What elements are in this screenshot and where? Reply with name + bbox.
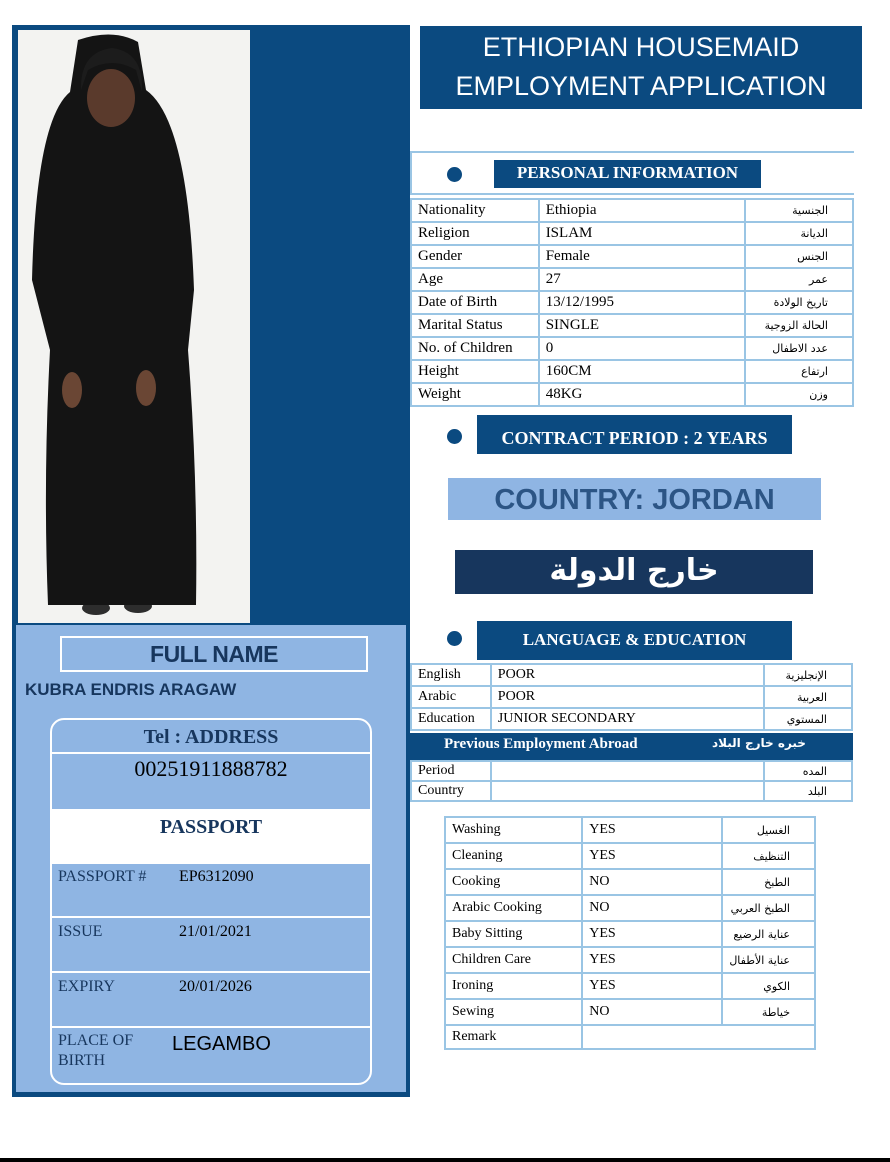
personal-info-row bbox=[411, 268, 853, 291]
divider bbox=[52, 752, 370, 754]
personal-info-row bbox=[411, 360, 853, 383]
divider bbox=[52, 971, 370, 973]
skill-value: YES bbox=[582, 921, 722, 947]
field-value bbox=[491, 781, 764, 801]
passport-number-value: EP6312090 bbox=[179, 868, 254, 885]
skill-arabic-label: الطبخ bbox=[722, 869, 815, 895]
field-label: Religion bbox=[411, 222, 539, 245]
personal-info-row bbox=[411, 383, 853, 406]
skill-label: Cleaning bbox=[445, 843, 582, 869]
remark-value bbox=[582, 1025, 815, 1049]
remark-label: Remark bbox=[445, 1025, 582, 1049]
skill-row bbox=[445, 947, 815, 973]
personal-info-row bbox=[411, 291, 853, 314]
field-value: ISLAM bbox=[539, 222, 745, 245]
field-value: 48KG bbox=[539, 383, 745, 406]
skill-label: Washing bbox=[445, 817, 582, 843]
field-arabic-label: الجنسية bbox=[745, 199, 853, 222]
divider bbox=[52, 1026, 370, 1028]
field-arabic-label: المستوي bbox=[764, 708, 852, 730]
field-value: POOR bbox=[491, 664, 764, 686]
personal-info-row bbox=[411, 337, 853, 360]
field-value: Female bbox=[539, 245, 745, 268]
place-of-birth-value: LEGAMBO bbox=[172, 1033, 271, 1055]
skill-label: Children Care bbox=[445, 947, 582, 973]
skill-arabic-label: الطبخ العربي bbox=[722, 895, 815, 921]
previous-employment-label: Previous Employment Abroad bbox=[444, 736, 638, 752]
candidate-photo bbox=[18, 30, 250, 623]
skill-row bbox=[445, 921, 815, 947]
field-arabic-label: تاريخ الولادة bbox=[745, 291, 853, 314]
field-value: SINGLE bbox=[539, 314, 745, 337]
personal-info-row bbox=[411, 314, 853, 337]
skill-label: Sewing bbox=[445, 999, 582, 1025]
field-value: 27 bbox=[539, 268, 745, 291]
skill-arabic-label: خياطة bbox=[722, 999, 815, 1025]
language-row bbox=[411, 708, 852, 730]
field-label: Country bbox=[411, 781, 491, 801]
previous-employment-table bbox=[410, 760, 853, 802]
section-rule bbox=[410, 151, 854, 153]
language-row bbox=[411, 686, 852, 708]
field-arabic-label: ارتفاع bbox=[745, 360, 853, 383]
personal-info-row bbox=[411, 222, 853, 245]
personal-info-table bbox=[410, 198, 854, 407]
title-line-2: EMPLOYMENT APPLICATION bbox=[455, 71, 827, 101]
field-label: Gender bbox=[411, 245, 539, 268]
personal-info-row bbox=[411, 199, 853, 222]
field-value: POOR bbox=[491, 686, 764, 708]
field-value: 0 bbox=[539, 337, 745, 360]
bullet-icon bbox=[447, 631, 462, 646]
previous-employment-heading bbox=[410, 733, 853, 760]
skill-value: YES bbox=[582, 973, 722, 999]
place-of-birth-label: PLACE OF BIRTH bbox=[58, 1032, 134, 1069]
field-label: Weight bbox=[411, 383, 539, 406]
form-title bbox=[420, 26, 862, 109]
skill-label: Baby Sitting bbox=[445, 921, 582, 947]
section-rule bbox=[410, 193, 854, 195]
skill-row bbox=[445, 999, 815, 1025]
field-arabic-label: الجنس bbox=[745, 245, 853, 268]
skill-row bbox=[445, 973, 815, 999]
language-table bbox=[410, 663, 853, 731]
field-label: Date of Birth bbox=[411, 291, 539, 314]
field-label: Age bbox=[411, 268, 539, 291]
skill-arabic-label: عناية الرضيع bbox=[722, 921, 815, 947]
language-row bbox=[411, 664, 852, 686]
contact-card bbox=[50, 718, 372, 1085]
bullet-icon bbox=[447, 429, 462, 444]
field-label: Education bbox=[411, 708, 491, 730]
title-line-1: ETHIOPIAN HOUSEMAID bbox=[482, 32, 800, 62]
country-arabic-label: خارج الدولة bbox=[455, 550, 813, 594]
skill-value: YES bbox=[582, 843, 722, 869]
field-arabic-label: وزن bbox=[745, 383, 853, 406]
field-value: 13/12/1995 bbox=[539, 291, 745, 314]
skill-row bbox=[445, 817, 815, 843]
field-value: JUNIOR SECONDARY bbox=[491, 708, 764, 730]
field-label: Period bbox=[411, 761, 491, 781]
skill-arabic-label: عناية الأطفال bbox=[722, 947, 815, 973]
issue-value: 21/01/2021 bbox=[179, 923, 252, 940]
skill-value: NO bbox=[582, 869, 722, 895]
field-arabic-label: الإنجليزية bbox=[764, 664, 852, 686]
passport-number-label: PASSPORT # bbox=[58, 868, 147, 885]
page-bottom-rule bbox=[0, 1158, 890, 1162]
field-label: Marital Status bbox=[411, 314, 539, 337]
section-rule bbox=[410, 151, 412, 195]
field-label: No. of Children bbox=[411, 337, 539, 360]
skill-arabic-label: الغسيل bbox=[722, 817, 815, 843]
field-arabic-label: المده bbox=[764, 761, 852, 781]
previous-employment-arabic: خبره خارج البلاد bbox=[712, 736, 806, 750]
personal-info-row bbox=[411, 245, 853, 268]
field-value: Ethiopia bbox=[539, 199, 745, 222]
contract-period-heading: CONTRACT PERIOD : 2 YEARS bbox=[477, 415, 792, 454]
skill-label: Ironing bbox=[445, 973, 582, 999]
candidate-name: KUBRA ENDRIS ARAGAW bbox=[25, 680, 237, 699]
skill-row bbox=[445, 843, 815, 869]
bullet-icon bbox=[447, 167, 462, 182]
skill-value: NO bbox=[582, 999, 722, 1025]
full-name-label: FULL NAME bbox=[60, 636, 368, 672]
tel-value: 00251911888782 bbox=[134, 756, 288, 781]
issue-label: ISSUE bbox=[58, 923, 103, 940]
skill-arabic-label: التنظيف bbox=[722, 843, 815, 869]
country-label: COUNTRY: JORDAN bbox=[448, 478, 821, 520]
field-value bbox=[491, 761, 764, 781]
skill-value: NO bbox=[582, 895, 722, 921]
field-value: 160CM bbox=[539, 360, 745, 383]
expiry-label: EXPIRY bbox=[58, 978, 115, 995]
expiry-value: 20/01/2026 bbox=[179, 978, 252, 995]
field-label: Nationality bbox=[411, 199, 539, 222]
skill-label: Arabic Cooking bbox=[445, 895, 582, 921]
skill-label: Cooking bbox=[445, 869, 582, 895]
previous-employment-row bbox=[411, 781, 852, 801]
skill-value: YES bbox=[582, 947, 722, 973]
divider bbox=[52, 916, 370, 918]
passport-label: PASSPORT bbox=[159, 816, 263, 838]
field-arabic-label: عدد الاطفال bbox=[745, 337, 853, 360]
field-label: Height bbox=[411, 360, 539, 383]
remark-row bbox=[445, 1025, 815, 1049]
field-arabic-label: العربية bbox=[764, 686, 852, 708]
tel-label: Tel : ADDRESS bbox=[143, 726, 279, 748]
skills-table bbox=[444, 816, 816, 1050]
field-arabic-label: عمر bbox=[745, 268, 853, 291]
personal-info-heading: PERSONAL INFORMATION bbox=[494, 160, 761, 188]
skill-arabic-label: الكوي bbox=[722, 973, 815, 999]
skill-value: YES bbox=[582, 817, 722, 843]
field-arabic-label: الديانة bbox=[745, 222, 853, 245]
field-label: Arabic bbox=[411, 686, 491, 708]
field-arabic-label: البلد bbox=[764, 781, 852, 801]
skill-row bbox=[445, 895, 815, 921]
language-education-heading: LANGUAGE & EDUCATION bbox=[477, 621, 792, 660]
previous-employment-row bbox=[411, 761, 852, 781]
skill-row bbox=[445, 869, 815, 895]
field-arabic-label: الحالة الزوجية bbox=[745, 314, 853, 337]
field-label: English bbox=[411, 664, 491, 686]
